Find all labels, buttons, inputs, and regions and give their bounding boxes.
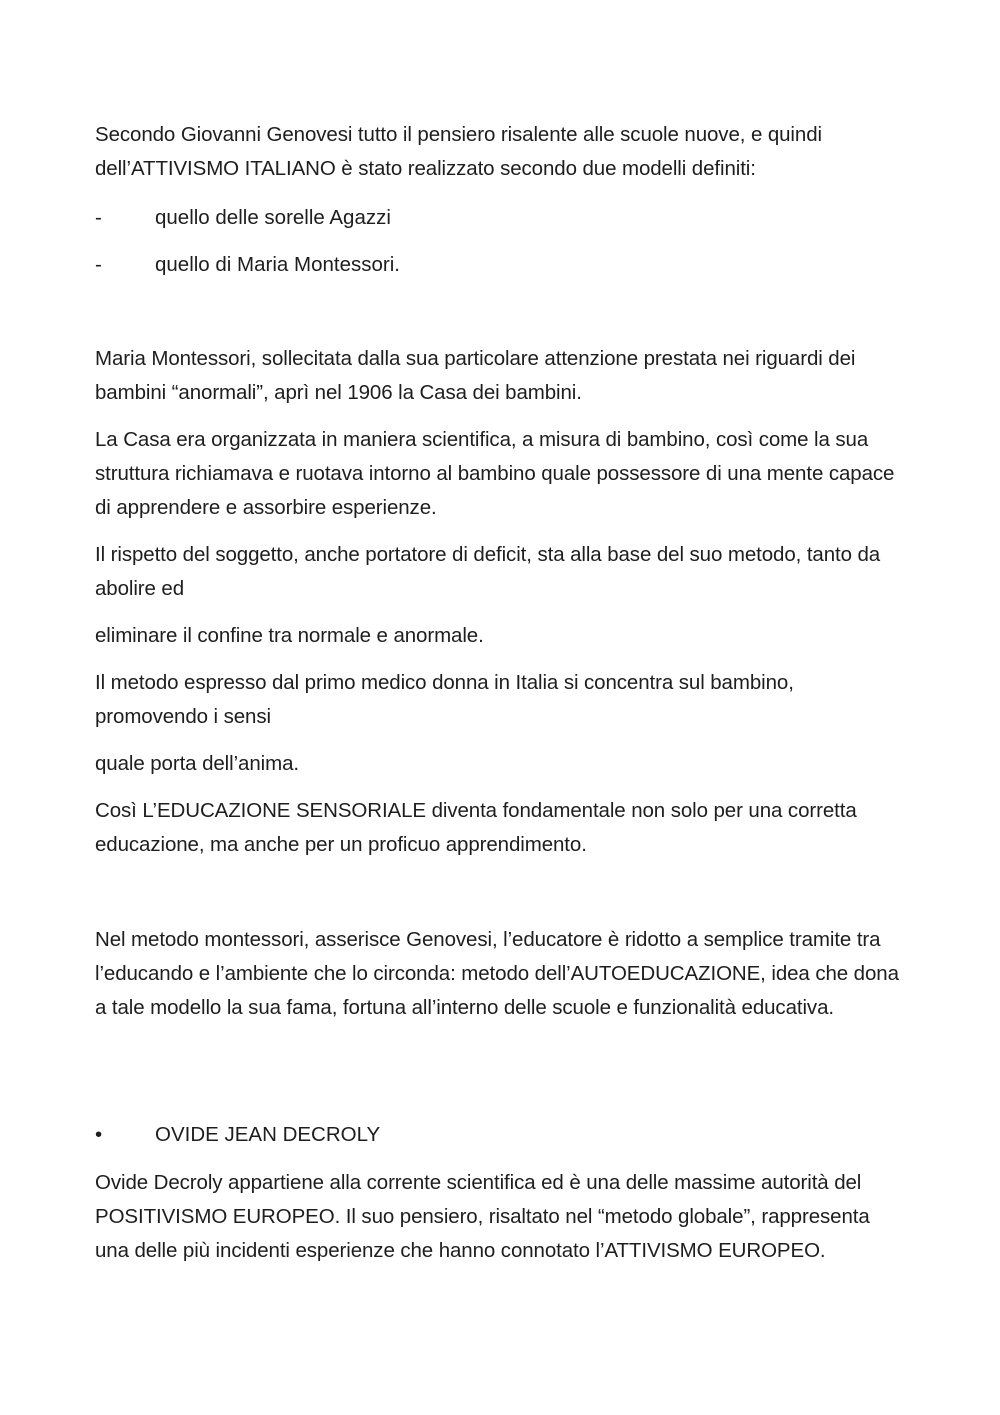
montessori-paragraph-1: Maria Montessori, sollecitata dalla sua particolare attenzione prestata nei riguardi dei bambini “anormali”, aprì nel 1906 la Casa dei bambini. bbox=[95, 347, 856, 404]
montessori-paragraph-3: Il rispetto del soggetto, anche portatore di deficit, sta alla base del suo metodo, tanto da abolire ed bbox=[95, 543, 881, 600]
dash-marker: - bbox=[95, 253, 102, 276]
decroly-heading-text: OVIDE JEAN DECROLY bbox=[155, 1123, 381, 1146]
list-item-text: quello di Maria Montessori. bbox=[155, 253, 400, 276]
list-item-text: quello delle sorelle Agazzi bbox=[155, 206, 391, 229]
dash-marker: - bbox=[95, 206, 102, 229]
montessori-paragraph-7: Così L’EDUCAZIONE SENSORIALE diventa fondamentale non solo per una corretta educazione, ma anche per un proficuo apprendimento. bbox=[95, 799, 857, 856]
montessori-paragraph-4: eliminare il confine tra normale e anormale. bbox=[95, 624, 484, 647]
decroly-paragraph: Ovide Decroly appartiene alla corrente scientifica ed è una delle massime autorità del POSITIVISMO EUROPEO. Il suo pensiero, risaltato nel “metodo globale”, rappresenta una delle più incidenti esperienze che hanno connotato l’ATTIVISMO EUROPEO. bbox=[95, 1171, 870, 1262]
montessori-paragraph-5: Il metodo espresso dal primo medico donna in Italia si concentra sul bambino, promovendo i sensi bbox=[95, 671, 794, 728]
bullet-marker: • bbox=[95, 1123, 103, 1146]
montessori-paragraph-8: Nel metodo montessori, asserisce Genovesi, l’educatore è ridotto a semplice tramite tra l’educando e l’ambiente che lo circonda: metodo dell’AUTOEDUCAZIONE, idea che dona a tale modello la sua fama, fortuna all’interno delle scuole e funzionalità educativa. bbox=[95, 928, 899, 1019]
montessori-paragraph-2: La Casa era organizzata in maniera scientifica, a misura di bambino, così come la sua struttura richiamava e ruotava intorno al bambino quale possessore di una mente capace di apprendere e assorbire esperienze. bbox=[95, 428, 895, 519]
montessori-paragraph-6: quale porta dell’anima. bbox=[95, 752, 299, 775]
intro-paragraph: Secondo Giovanni Genovesi tutto il pensiero risalente alle scuole nuove, e quindi dell’ATTIVISMO ITALIANO è stato realizzato secondo due modelli definiti: bbox=[95, 123, 822, 180]
